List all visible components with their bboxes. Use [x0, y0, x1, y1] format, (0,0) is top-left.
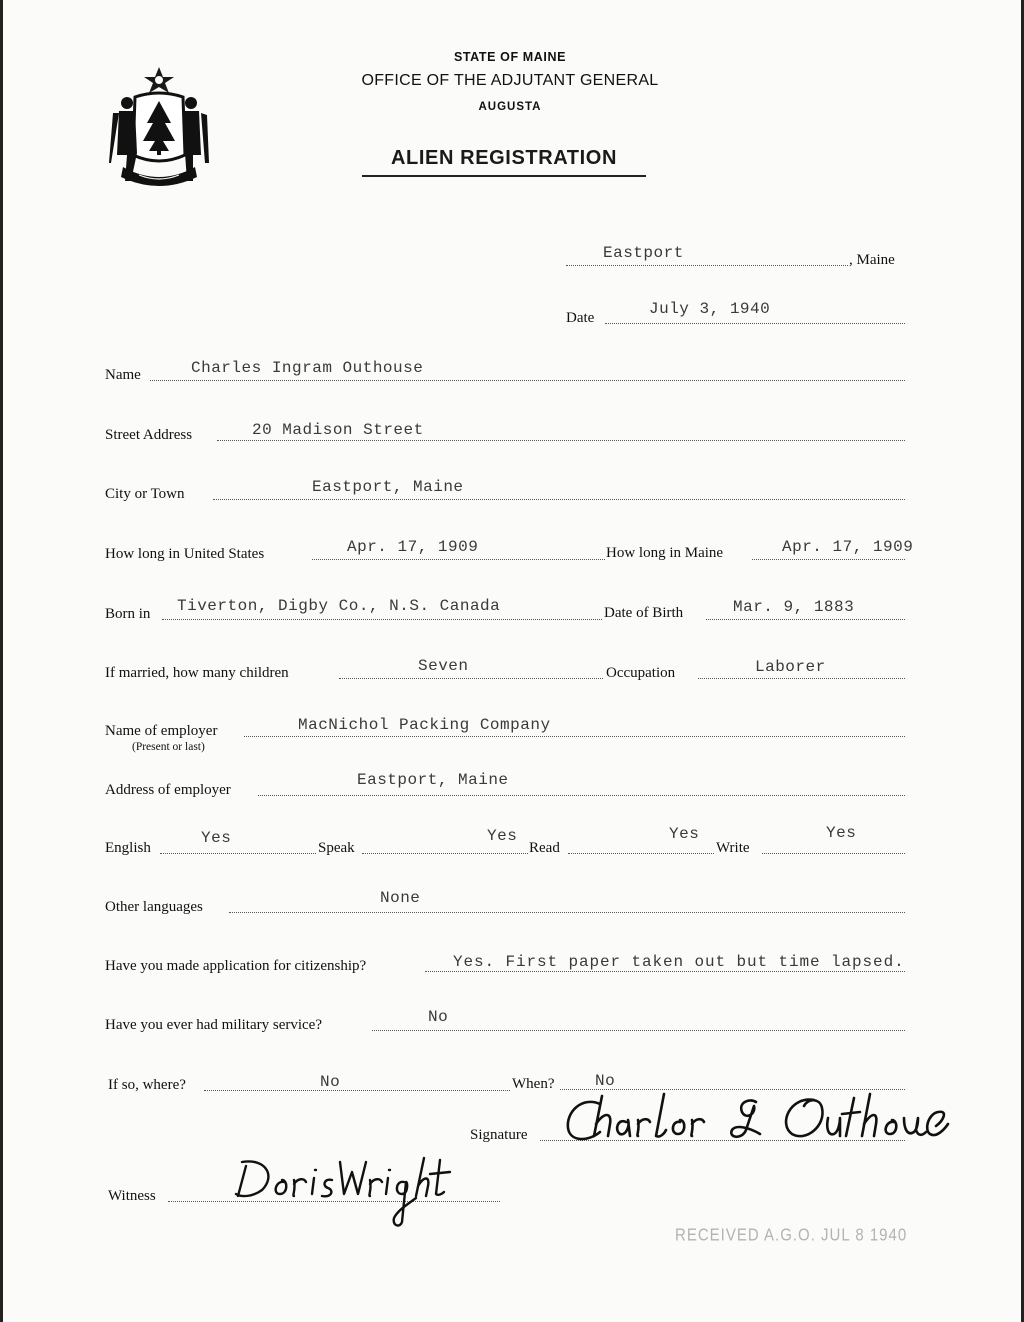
street-address-value: 20 Madison Street: [252, 421, 424, 439]
city-value: Eastport, Maine: [312, 478, 464, 496]
children-line: [339, 678, 603, 679]
date-of-birth-value: Mar. 9, 1883: [733, 598, 855, 616]
witness-handwriting: [232, 1152, 452, 1230]
form-title: ALIEN REGISTRATION: [362, 147, 646, 177]
write-label: Write: [716, 840, 750, 856]
when-value: No: [595, 1072, 616, 1090]
speak-line: [362, 853, 528, 854]
english-value: Yes: [201, 829, 232, 847]
how-long-us-value: Apr. 17, 1909: [347, 538, 479, 556]
how-long-maine-label: How long in Maine: [606, 545, 724, 561]
employer-sublabel: (Present or last): [132, 741, 205, 753]
city-label: City or Town: [105, 486, 185, 502]
street-address-label: Street Address: [105, 427, 193, 443]
city-heading: AUGUSTA: [478, 101, 542, 113]
write-value: Yes: [826, 824, 857, 842]
read-value: Yes: [669, 825, 700, 843]
other-languages-line: [229, 912, 905, 913]
other-languages-label: Other languages: [105, 899, 203, 915]
name-value: Charles Ingram Outhouse: [191, 359, 424, 377]
occupation-value: Laborer: [755, 658, 826, 676]
date-value: July 3, 1940: [649, 300, 771, 318]
signature-handwriting: [560, 1090, 950, 1152]
how-long-maine-value: Apr. 17, 1909: [782, 538, 914, 556]
other-languages-value: None: [380, 889, 421, 907]
maine-state-seal-icon: [105, 63, 213, 191]
state-heading: STATE OF MAINE: [453, 50, 567, 64]
how-long-us-line: [312, 559, 605, 560]
read-label: Read: [529, 840, 560, 856]
born-in-label: Born in: [105, 606, 151, 622]
occupation-line: [698, 678, 905, 679]
military-line: [372, 1030, 905, 1031]
city-line: [213, 499, 905, 500]
how-long-maine-line: [752, 559, 905, 560]
date-of-birth-line: [706, 619, 905, 620]
english-line: [160, 853, 316, 854]
employer-value: MacNichol Packing Company: [298, 716, 551, 734]
received-stamp: RECEIVED A.G.O. JUL 8 1940: [675, 1225, 908, 1246]
born-in-value: Tiverton, Digby Co., N.S. Canada: [177, 597, 501, 615]
name-label: Name: [105, 367, 141, 383]
how-long-us-label: How long in United States: [105, 546, 265, 562]
witness-label: Witness: [108, 1188, 156, 1204]
street-address-line: [217, 440, 905, 441]
occupation-label: Occupation: [606, 665, 676, 681]
write-line: [762, 853, 905, 854]
place-value: Eastport: [603, 244, 684, 262]
employer-address-line: [258, 795, 905, 796]
citizenship-value: Yes. First paper taken out but time lapsed.: [453, 953, 905, 971]
speak-label: Speak: [318, 840, 355, 856]
office-heading: OFFICE OF THE ADJUTANT GENERAL: [361, 72, 659, 89]
military-value: No: [428, 1008, 449, 1026]
place-suffix: , Maine: [849, 252, 895, 268]
born-in-line: [162, 619, 602, 620]
employer-line: [244, 736, 905, 737]
date-line: [605, 323, 905, 324]
read-line: [568, 853, 714, 854]
children-value: Seven: [418, 657, 469, 675]
employer-label: Name of employer: [105, 723, 218, 739]
military-label: Have you ever had military service?: [105, 1017, 322, 1033]
employer-address-label: Address of employer: [105, 782, 231, 798]
where-value: No: [320, 1073, 341, 1091]
where-line: [204, 1090, 510, 1091]
scan-border-left: [0, 0, 3, 1322]
speak-value: Yes: [487, 827, 518, 845]
where-label: If so, where?: [108, 1077, 186, 1093]
name-line: [150, 380, 905, 381]
english-label: English: [105, 840, 151, 856]
children-label: If married, how many children: [105, 665, 289, 681]
date-label: Date: [566, 310, 595, 326]
date-of-birth-label: Date of Birth: [604, 605, 684, 621]
citizenship-line: [425, 971, 905, 972]
employer-address-value: Eastport, Maine: [357, 771, 509, 789]
place-line: [566, 265, 848, 266]
when-label: When?: [512, 1076, 555, 1092]
citizenship-label: Have you made application for citizenship?: [105, 958, 367, 974]
signature-label: Signature: [470, 1127, 528, 1143]
